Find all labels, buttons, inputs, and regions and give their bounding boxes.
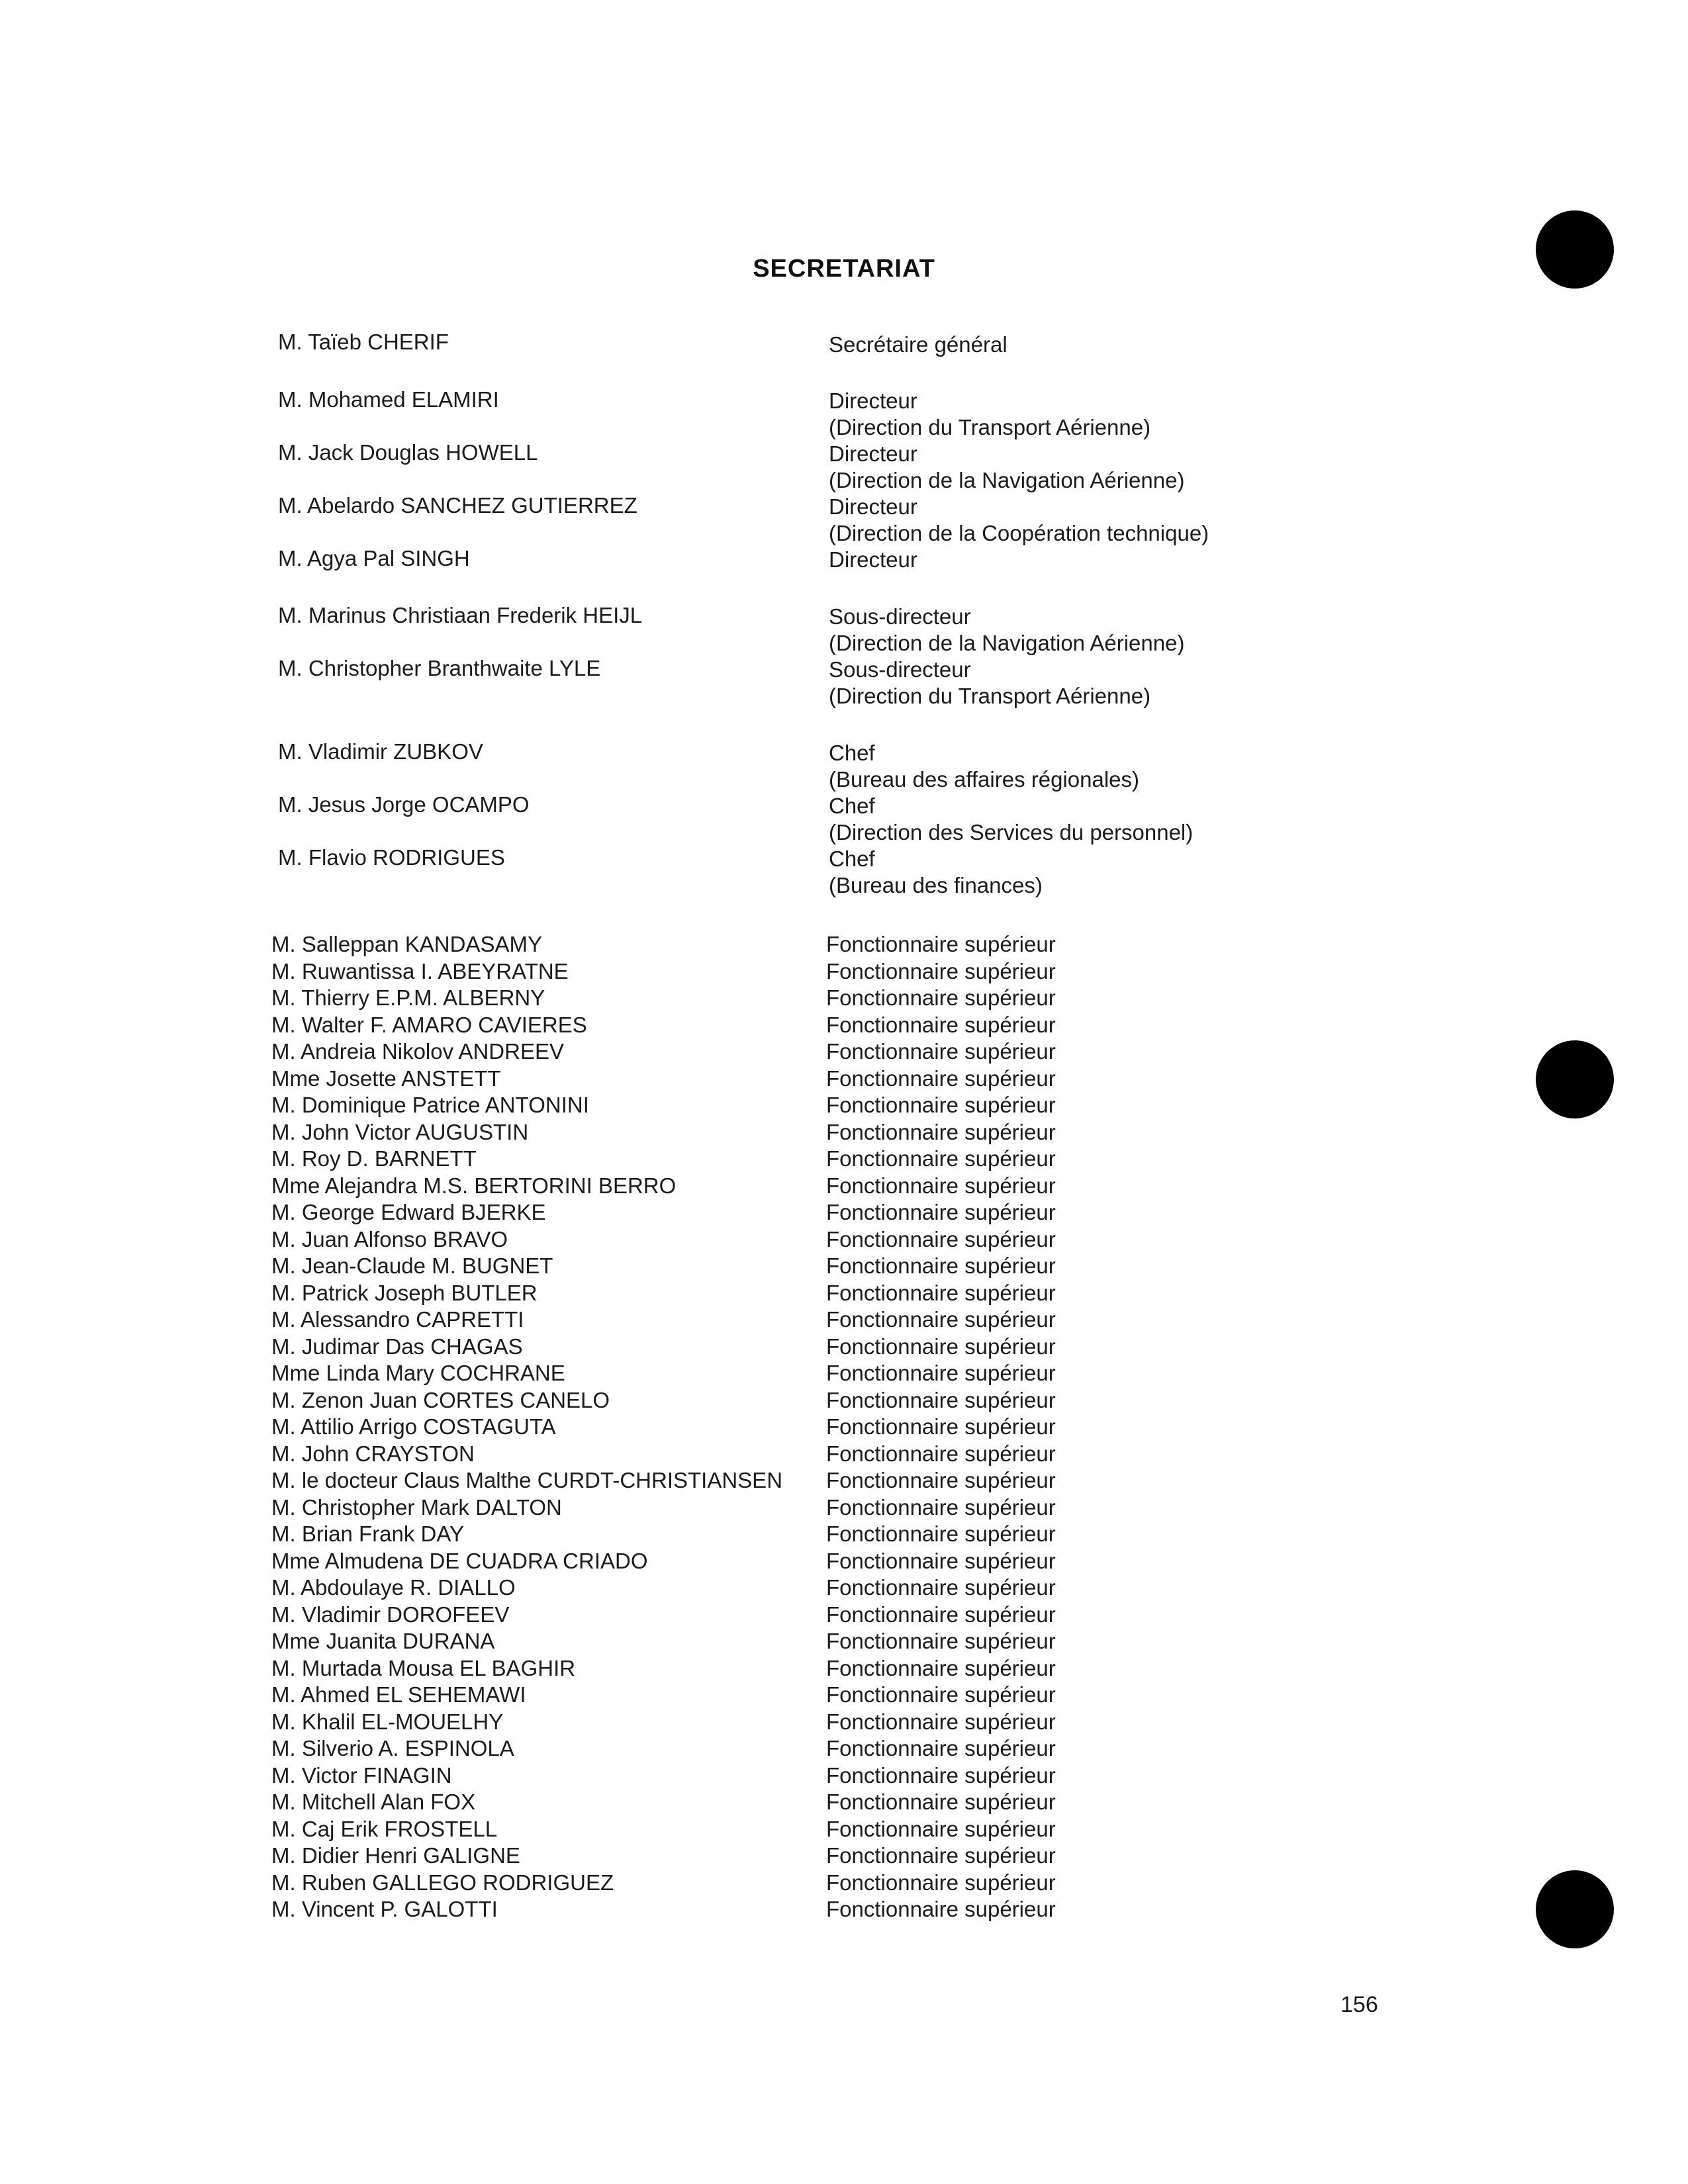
official-name: M. Abdoulaye R. DIALLO: [271, 1575, 516, 1600]
exec-name: M. Mohamed ELAMIRI: [278, 387, 499, 412]
official-name: M. Salleppan KANDASAMY: [271, 932, 543, 956]
official-name: M. Ahmed EL SEHEMAWI: [271, 1682, 526, 1707]
exec-role: Directeur: [829, 388, 917, 413]
official-name: M. Attilio Arrigo COSTAGUTA: [271, 1414, 556, 1439]
official-role: Fonctionnaire supérieur: [826, 1280, 1056, 1305]
table-row: [0, 1441, 1688, 1468]
exec-role: Secrétaire général: [829, 332, 1008, 357]
table-row: [0, 1735, 1688, 1762]
official-name: M. Walter F. AMARO CAVIERES: [271, 1012, 587, 1037]
official-name: Mme Josette ANSTETT: [271, 1066, 501, 1091]
official-role: Fonctionnaire supérieur: [826, 1200, 1056, 1224]
table-row: [0, 1521, 1688, 1548]
exec-name: M. Jack Douglas HOWELL: [278, 440, 538, 465]
table-row: [0, 1334, 1688, 1361]
official-name: M. Roy D. BARNETT: [271, 1146, 477, 1171]
table-row: [0, 1655, 1688, 1682]
table-row: [0, 1173, 1688, 1200]
exec-role: Sous-directeur: [829, 604, 971, 629]
table-row: [0, 1146, 1688, 1173]
table-row: [0, 1494, 1688, 1522]
exec-name: M. Jesus Jorge OCAMPO: [278, 792, 530, 817]
official-role: Fonctionnaire supérieur: [826, 985, 1056, 1010]
official-name: M. Khalil EL-MOUELHY: [271, 1709, 504, 1734]
official-name: M. Ruben GALLEGO RODRIGUEZ: [271, 1870, 614, 1895]
exec-detail: (Bureau des affaires régionales): [829, 767, 1139, 792]
page-number: 156: [1340, 1992, 1378, 2017]
table-row: [0, 1306, 1688, 1334]
table-row: [0, 1092, 1688, 1119]
official-name: Mme Juanita DURANA: [271, 1629, 495, 1653]
exec-name: M. Christopher Branthwaite LYLE: [278, 656, 601, 680]
exec-detail: (Direction du Transport Aérienne): [829, 415, 1151, 439]
official-name: M. Juan Alfonso BRAVO: [271, 1226, 508, 1251]
official-name: M. Silverio A. ESPINOLA: [271, 1736, 514, 1760]
official-name: M. John CRAYSTON: [271, 1441, 475, 1466]
official-name: M. le docteur Claus Malthe CURDT-CHRISTIANSEN: [271, 1468, 783, 1492]
table-row: [0, 1789, 1688, 1816]
table-row: [0, 1012, 1688, 1039]
official-name: M. Caj Erik FROSTELL: [271, 1816, 498, 1841]
table-row: [0, 931, 1688, 958]
exec-role: Chef: [829, 794, 875, 818]
exec-role: Directeur: [829, 547, 917, 572]
official-name: M. Murtada Mousa EL BAGHIR: [271, 1655, 576, 1680]
official-role: Fonctionnaire supérieur: [826, 1629, 1056, 1653]
official-name: M. Vincent P. GALOTTI: [271, 1897, 498, 1921]
table-row: [0, 1280, 1688, 1307]
official-name: M. Brian Frank DAY: [271, 1522, 464, 1546]
official-role: Fonctionnaire supérieur: [826, 1066, 1056, 1091]
official-role: Fonctionnaire supérieur: [826, 1522, 1056, 1546]
official-name: M. Jean-Claude M. BUGNET: [271, 1253, 553, 1278]
official-name: M. Ruwantissa I. ABEYRATNE: [271, 958, 569, 983]
official-name: Mme Alejandra M.S. BERTORINI BERRO: [271, 1173, 677, 1198]
exec-detail: (Direction des Services du personnel): [829, 820, 1194, 844]
exec-role: Chef: [829, 741, 875, 765]
table-row: [0, 1628, 1688, 1655]
official-name: M. Alessandro CAPRETTI: [271, 1307, 524, 1332]
official-name: M. Didier Henri GALIGNE: [271, 1843, 520, 1868]
official-role: Fonctionnaire supérieur: [826, 1602, 1056, 1627]
official-role: Fonctionnaire supérieur: [826, 1655, 1056, 1680]
official-name: Mme Linda Mary COCHRANE: [271, 1361, 565, 1385]
table-row: [0, 1762, 1688, 1790]
official-role: Fonctionnaire supérieur: [826, 1253, 1056, 1278]
table-row: [0, 1253, 1688, 1280]
official-name: M. Andreia Nikolov ANDREEV: [271, 1039, 565, 1064]
official-role: Fonctionnaire supérieur: [826, 1226, 1056, 1251]
official-role: Fonctionnaire supérieur: [826, 1361, 1056, 1385]
exec-name: M. Marinus Christiaan Frederik HEIJL: [278, 603, 643, 627]
official-name: M. Dominique Patrice ANTONINI: [271, 1093, 589, 1117]
official-role: Fonctionnaire supérieur: [826, 1682, 1056, 1707]
official-name: M. Victor FINAGIN: [271, 1762, 452, 1788]
official-name: Mme Almudena DE CUADRA CRIADO: [271, 1548, 648, 1573]
exec-detail: (Direction du Transport Aérienne): [829, 684, 1151, 708]
table-row: [0, 1414, 1688, 1441]
official-role: Fonctionnaire supérieur: [826, 1843, 1056, 1868]
table-row: [0, 1602, 1688, 1629]
table-row: [0, 1896, 1688, 1923]
table-row: [0, 1709, 1688, 1736]
table-row: [0, 1682, 1688, 1709]
official-role: Fonctionnaire supérieur: [826, 932, 1056, 956]
official-role: Fonctionnaire supérieur: [826, 1468, 1056, 1492]
official-role: Fonctionnaire supérieur: [826, 1870, 1056, 1895]
official-role: Fonctionnaire supérieur: [826, 1816, 1056, 1841]
exec-detail: (Bureau des finances): [829, 873, 1043, 897]
exec-role: Directeur: [829, 494, 917, 519]
official-role: Fonctionnaire supérieur: [826, 1897, 1056, 1921]
exec-name: M. Agya Pal SINGH: [278, 546, 470, 570]
official-role: Fonctionnaire supérieur: [826, 1093, 1056, 1117]
exec-role: Chef: [829, 846, 875, 871]
table-row: [0, 1226, 1688, 1253]
exec-detail: (Direction de la Navigation Aérienne): [829, 631, 1185, 655]
table-row: [0, 1066, 1688, 1093]
table-row: [0, 1816, 1688, 1843]
official-role: Fonctionnaire supérieur: [826, 1173, 1056, 1198]
exec-detail: (Direction de la Navigation Aérienne): [829, 468, 1185, 492]
official-name: M. John Victor AUGUSTIN: [271, 1119, 529, 1144]
official-role: Fonctionnaire supérieur: [826, 1709, 1056, 1734]
official-role: Fonctionnaire supérieur: [826, 1575, 1056, 1600]
exec-name: M. Flavio RODRIGUES: [278, 845, 505, 870]
official-role: Fonctionnaire supérieur: [826, 1146, 1056, 1171]
official-name: M. Mitchell Alan FOX: [271, 1790, 476, 1814]
official-role: Fonctionnaire supérieur: [826, 1039, 1056, 1064]
official-role: Fonctionnaire supérieur: [826, 1441, 1056, 1466]
official-role: Fonctionnaire supérieur: [826, 1307, 1056, 1332]
table-row: [0, 1360, 1688, 1387]
exec-name: M. Abelardo SANCHEZ GUTIERREZ: [278, 493, 637, 518]
page-title: SECRETARIAT: [753, 255, 935, 283]
table-row: [0, 1199, 1688, 1226]
table-row: [0, 1387, 1688, 1414]
table-row: [0, 1574, 1688, 1602]
official-role: Fonctionnaire supérieur: [826, 1012, 1056, 1037]
exec-detail: (Direction de la Coopération technique): [829, 521, 1209, 545]
official-name: M. Christopher Mark DALTON: [271, 1494, 562, 1520]
official-name: M. Vladimir DOROFEEV: [271, 1602, 510, 1627]
official-name: M. Judimar Das CHAGAS: [271, 1334, 523, 1359]
official-name: M. Patrick Joseph BUTLER: [271, 1280, 538, 1305]
official-name: M. Zenon Juan CORTES CANELO: [271, 1387, 610, 1412]
exec-role: Directeur: [829, 441, 917, 466]
official-role: Fonctionnaire supérieur: [826, 1736, 1056, 1760]
exec-name: M. Taïeb CHERIF: [278, 330, 449, 354]
official-role: Fonctionnaire supérieur: [826, 1334, 1056, 1359]
table-row: [0, 1467, 1688, 1494]
official-role: Fonctionnaire supérieur: [826, 1414, 1056, 1439]
official-role: Fonctionnaire supérieur: [826, 1548, 1056, 1573]
table-row: [0, 1548, 1688, 1575]
official-role: Fonctionnaire supérieur: [826, 1387, 1056, 1412]
official-name: M. Thierry E.P.M. ALBERNY: [271, 985, 545, 1010]
table-row: [0, 985, 1688, 1012]
official-role: Fonctionnaire supérieur: [826, 1762, 1056, 1788]
table-row: [0, 1870, 1688, 1897]
senior-officials-list: [0, 931, 1688, 1923]
table-row: [0, 958, 1688, 985]
table-row: [0, 1038, 1688, 1066]
exec-name: M. Vladimir ZUBKOV: [278, 739, 483, 764]
exec-role: Sous-directeur: [829, 657, 971, 682]
official-role: Fonctionnaire supérieur: [826, 1790, 1056, 1814]
table-row: [0, 1119, 1688, 1146]
official-role: Fonctionnaire supérieur: [826, 958, 1056, 983]
official-role: Fonctionnaire supérieur: [826, 1119, 1056, 1144]
table-row: [0, 1843, 1688, 1870]
official-role: Fonctionnaire supérieur: [826, 1494, 1056, 1520]
official-name: M. George Edward BJERKE: [271, 1200, 546, 1224]
